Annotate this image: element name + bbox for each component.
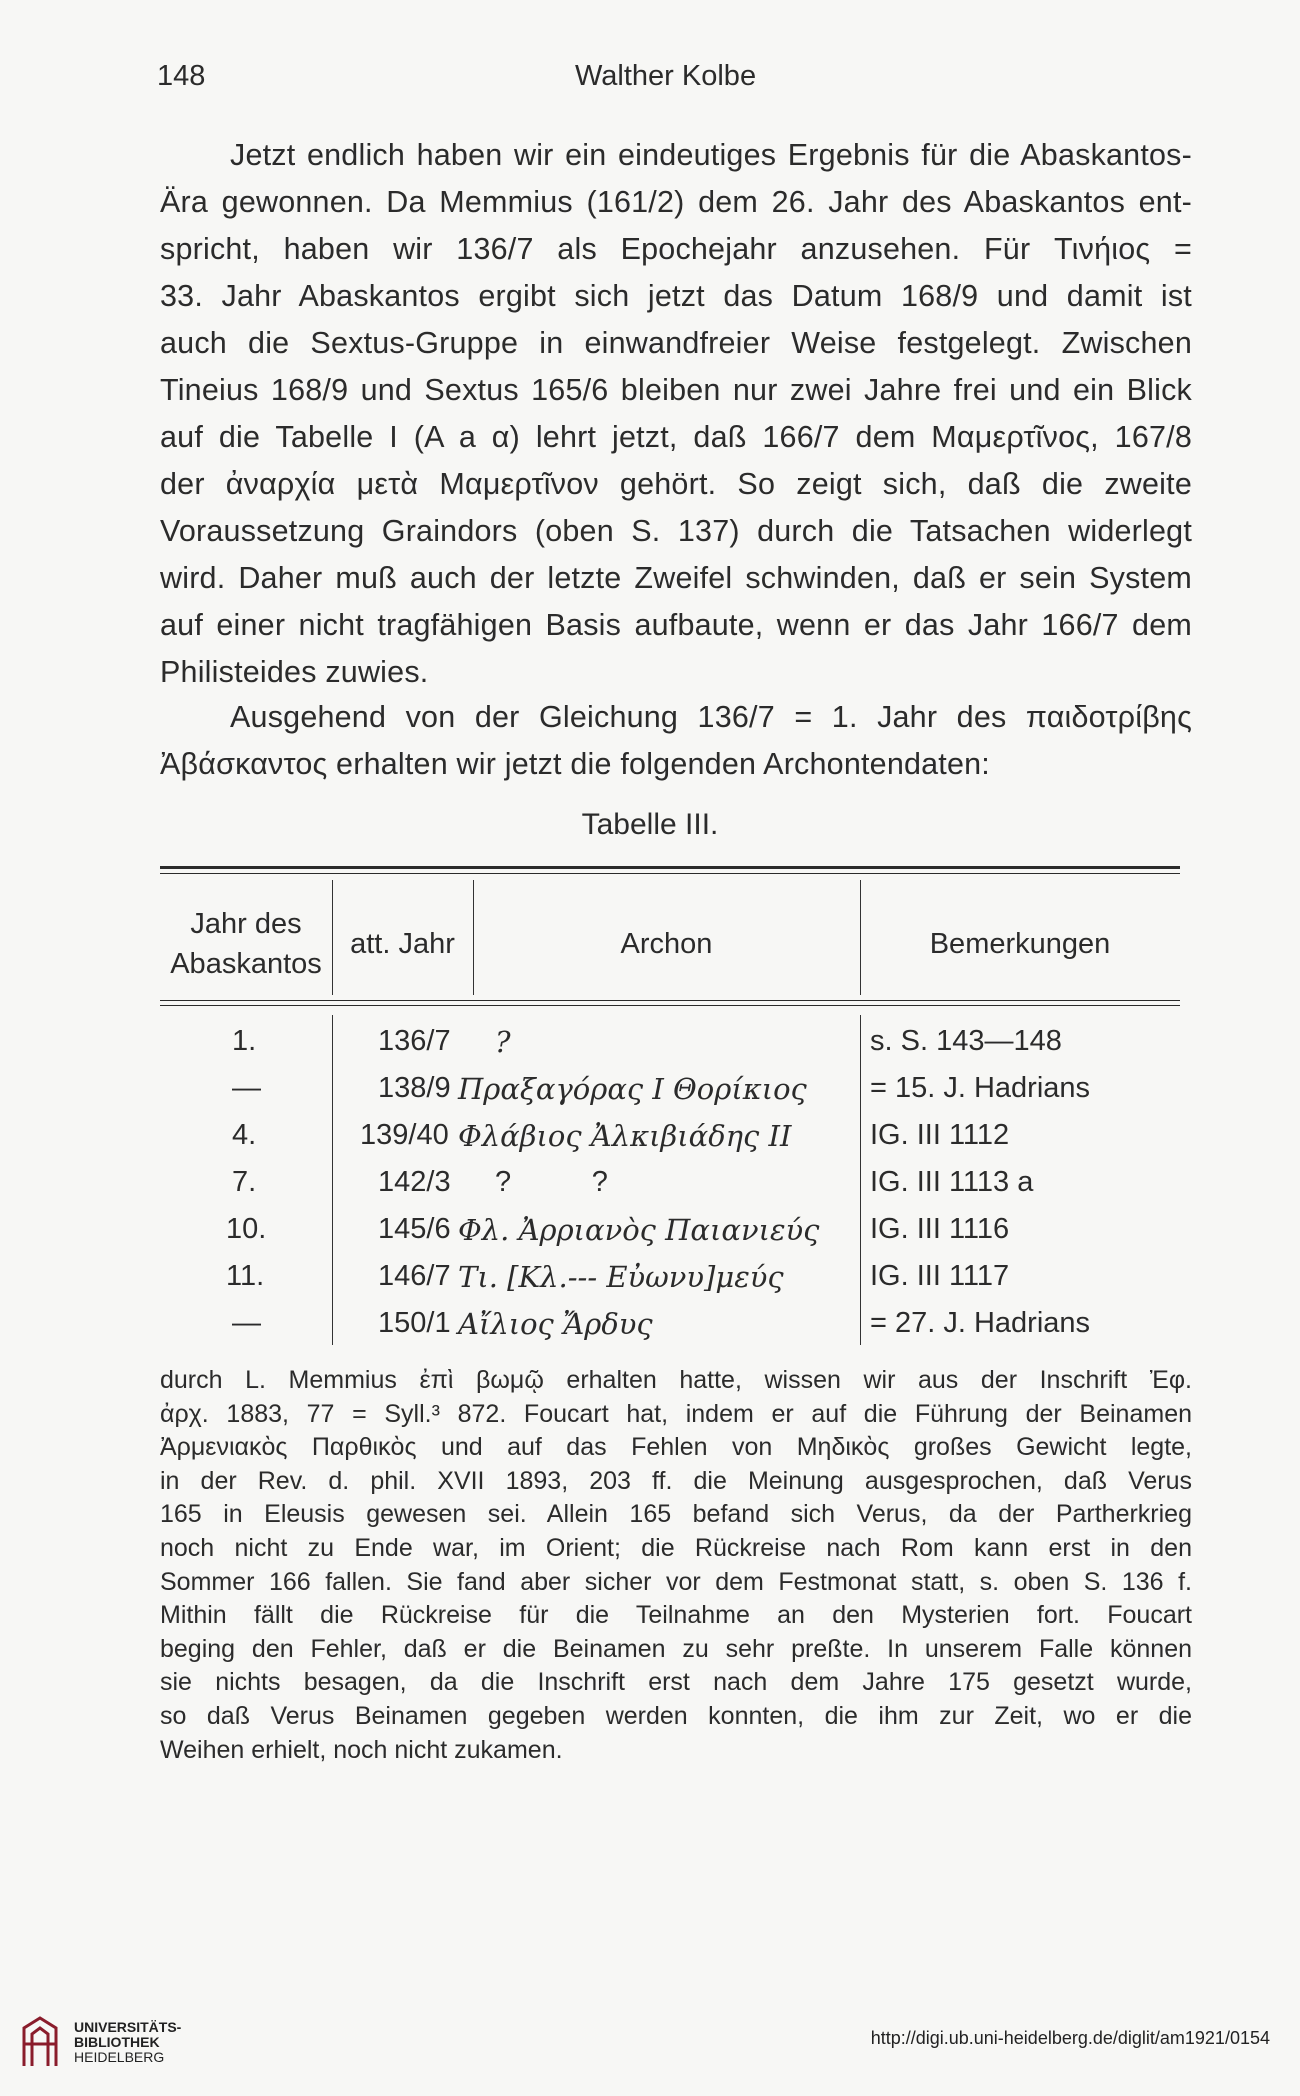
table-row bbox=[160, 1025, 1180, 1071]
cell-bemerkungen: IG. III 1113 a bbox=[870, 1166, 1034, 1198]
table-row bbox=[160, 1260, 1180, 1306]
text-line: Ausgehend von der Gleichung 136/7 = 1. Jahr des παιδοτρίβης bbox=[230, 700, 1192, 734]
cell-archon: Τι. [Κλ.--- Εὐωνυ]μεύς bbox=[458, 1260, 784, 1294]
paragraph-1 bbox=[160, 132, 1192, 696]
cell-archon: ? ? bbox=[495, 1166, 608, 1198]
header-att-jahr: att. Jahr bbox=[350, 928, 455, 960]
table-row bbox=[160, 1166, 1180, 1212]
header-archon: Archon bbox=[620, 928, 713, 960]
footnote-line: Mithin fällt die Rückreise für die Teilnahme an den Mysterien fort. Foucart bbox=[160, 1601, 1192, 1630]
cell-abaskantos: — bbox=[232, 1072, 261, 1104]
cell-abaskantos: 7. bbox=[232, 1166, 257, 1198]
table-top-rule-thin bbox=[160, 873, 1180, 874]
footnote-line: Sommer 166 fallen. Sie fand aber sicher vor dem Festmonat statt, s. oben S. 136 f. bbox=[160, 1567, 1192, 1596]
cell-abaskantos: 4. bbox=[232, 1119, 257, 1151]
table-row bbox=[160, 1307, 1180, 1353]
cell-att-jahr: 146/7 bbox=[378, 1260, 451, 1292]
text-line: Ἀβάσκαντος erhalten wir jetzt die folgenden Archontendaten: bbox=[160, 747, 990, 781]
cell-abaskantos: 1. bbox=[232, 1025, 257, 1057]
table-row bbox=[160, 1213, 1180, 1259]
cell-abaskantos: — bbox=[232, 1307, 261, 1339]
footnote-line: sie nichts besagen, da die Inschrift erst nach dem Jahre 175 gesetzt wurde, bbox=[160, 1668, 1192, 1697]
footnote-line: durch L. Memmius ἐπὶ βωμῷ erhalten hatte, wissen wir aus der Inschrift Ἐφ. bbox=[160, 1366, 1192, 1394]
text-line: auch die Sextus-Gruppe in einwandfreier Weise festgelegt. Zwischen bbox=[160, 326, 1192, 360]
cell-archon: Φλάβιος Ἀλκιβιάδης ΙΙ bbox=[458, 1119, 792, 1153]
cell-att-jahr: 150/1 bbox=[378, 1307, 451, 1339]
cell-archon: Αἴλιος Ἄρδυς bbox=[458, 1307, 653, 1341]
table-header-rule bbox=[160, 1000, 1180, 1001]
page-footer bbox=[0, 2010, 1300, 2090]
cell-archon: Φλ. Ἀρριανὸς Παιανιεύς bbox=[458, 1213, 820, 1247]
source-url-link[interactable]: http://digi.ub.uni-heidelberg.de/diglit/am1921/0154 bbox=[870, 2028, 1270, 2048]
cell-archon: Πραξαγόρας Ι Θορίκιος bbox=[458, 1072, 807, 1106]
table-caption: Tabelle III. bbox=[581, 808, 719, 841]
table-row bbox=[160, 1119, 1180, 1165]
running-title: Walther Kolbe bbox=[575, 60, 757, 92]
cell-att-jahr: 145/6 bbox=[378, 1213, 451, 1245]
page-number: 148 bbox=[157, 60, 206, 92]
text-line: Voraussetzung Graindors (oben S. 137) durch die Tatsachen widerlegt bbox=[160, 514, 1192, 548]
cell-att-jahr: 136/7 bbox=[378, 1025, 451, 1057]
header-abaskantos: Jahr des Abaskantos bbox=[170, 908, 322, 980]
text-line: wird. Daher muß auch der letzte Zweifel schwinden, daß er sein System bbox=[160, 561, 1192, 595]
cell-att-jahr: 142/3 bbox=[378, 1166, 451, 1198]
page-header bbox=[157, 60, 1157, 110]
text-line: der ἀναρχία μετὰ Μαμερτῖνον gehört. So zeigt sich, daß die zweite bbox=[160, 467, 1192, 501]
footnote-line: so daß Verus Beinamen gegeben werden konnten, die ihm zur Zeit, wo er die bbox=[160, 1701, 1192, 1730]
cell-abaskantos: 10. bbox=[226, 1213, 267, 1245]
cell-bemerkungen: = 27. J. Hadrians bbox=[870, 1307, 1091, 1339]
footnote-line: beging den Fehler, daß er die Beinamen zu sehr preßte. In unserem Falle können bbox=[160, 1634, 1192, 1663]
footnote-line: ἀρχ. 1883, 77 = Syll.³ 872. Foucart hat, indem er auf die Führung der Beinamen bbox=[160, 1399, 1192, 1428]
library-logo-icon bbox=[18, 2014, 62, 2070]
cell-bemerkungen: s. S. 143—148 bbox=[870, 1025, 1062, 1057]
footnote-line: Weihen erhielt, noch nicht zukamen. bbox=[160, 1735, 563, 1764]
cell-att-jahr: 138/9 bbox=[378, 1072, 451, 1104]
table-header-rule-thin bbox=[160, 1005, 1180, 1006]
cell-bemerkungen: IG. III 1116 bbox=[870, 1213, 1010, 1245]
footnote-line: noch nicht zu Ende war, im Orient; die Rückreise nach Rom kann erst in den bbox=[160, 1533, 1192, 1562]
text-line: Ära gewonnen. Da Memmius (161/2) dem 26. Jahr des Abaskantos ent- bbox=[160, 185, 1192, 219]
text-line: Tineius 168/9 und Sextus 165/6 bleiben nur zwei Jahre frei und ein Blick bbox=[160, 373, 1192, 407]
cell-archon: ? bbox=[495, 1025, 511, 1059]
header-bemerkungen: Bemerkungen bbox=[929, 928, 1111, 960]
footnote-line: in der Rev. d. phil. XVII 1893, 203 ff. die Meinung ausgesprochen, daß Verus bbox=[160, 1466, 1192, 1495]
table-top-rule bbox=[160, 866, 1180, 869]
table-row bbox=[160, 1072, 1180, 1118]
footnote bbox=[160, 1364, 1192, 1767]
cell-bemerkungen: = 15. J. Hadrians bbox=[870, 1072, 1091, 1104]
footnote-line: 165 in Eleusis gewesen sei. Allein 165 befand sich Verus, da der Partherkrieg bbox=[160, 1500, 1192, 1529]
text-line: spricht, haben wir 136/7 als Epochejahr anzusehen. Für Τινήιος = bbox=[160, 232, 1192, 266]
library-name: UNIVERSITÄTS- BIBLIOTHEK HEIDELBERG bbox=[74, 2019, 182, 2065]
cell-bemerkungen: IG. III 1117 bbox=[870, 1260, 1010, 1292]
cell-abaskantos: 11. bbox=[226, 1260, 265, 1292]
text-line: Jetzt endlich haben wir ein eindeutiges Ergebnis für die Abaskantos- bbox=[230, 138, 1192, 172]
cell-att-jahr: 139/40 bbox=[360, 1119, 449, 1151]
text-line: auf die Tabelle I (A a α) lehrt jetzt, daß 166/7 dem Μαμερτῖνος, 167/8 bbox=[160, 420, 1192, 454]
cell-bemerkungen: IG. III 1112 bbox=[870, 1119, 1010, 1151]
text-line: 33. Jahr Abaskantos ergibt sich jetzt das Datum 168/9 und damit ist bbox=[160, 279, 1192, 313]
text-line: auf einer nicht tragfähigen Basis aufbaute, wenn er das Jahr 166/7 dem bbox=[160, 608, 1192, 642]
footnote-line: Ἀρμενιακὸς Παρθικὸς und auf das Fehlen von Μηδικὸς großes Gewicht legte, bbox=[160, 1433, 1192, 1462]
text-line: Philisteides zuwies. bbox=[160, 655, 429, 689]
paragraph-2 bbox=[160, 694, 1192, 788]
